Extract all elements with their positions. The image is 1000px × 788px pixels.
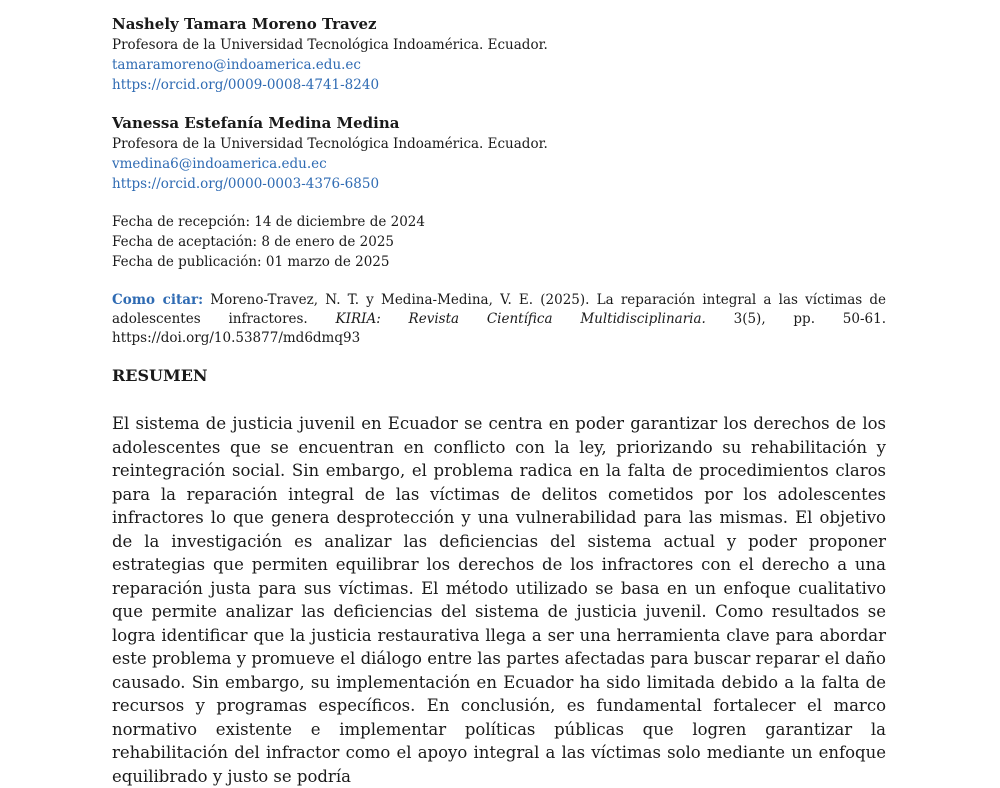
author-affiliation: Profesora de la Universidad Tecnológica Indoamérica. Ecuador.	[112, 136, 548, 152]
author-block-1	[112, 14, 886, 95]
publication-dates	[112, 212, 886, 272]
author-name: Nashely Tamara Moreno Travez	[112, 15, 377, 33]
citation-text-end: 3(5), pp. 50-61. https://doi.org/10.53877/md6dmq93	[112, 311, 886, 346]
author-orcid-link[interactable]: https://orcid.org/0009-0008-4741-8240	[112, 77, 380, 93]
author-orcid-link[interactable]: https://orcid.org/0000-0003-4376-6850	[112, 176, 380, 192]
date-accepted: Fecha de aceptación: 8 de enero de 2025	[112, 234, 395, 250]
abstract-body: El sistema de justicia juvenil en Ecuador se centra en poder garantizar los derechos de los adolescentes que se encuentran en conflicto con la ley, priorizando su rehabilitación y reintegración social. Sin embargo, el problema radica en la falta de procedimientos claros para la reparación integral de las víctimas de delitos cometidos por los adolescentes infractores lo que genera desprotección y una vulnerabilidad para las mismas. El objetivo de la investigación es analizar las deficiencias del sistema actual y poder proponer estrategias que permiten equilibrar los derechos de los infractores con el derecho a una reparación justa para sus víctimas. El método utilizado se basa en un enfoque cualitativo que permite analizar las deficiencias del sistema de justicia juvenil. Como resultados se logra identificar que la justicia restaurativa llega a ser una herramienta clave para abordar este problema y promueve el diálogo entre las partes afectadas para buscar reparar el daño causado. Sin embargo, su implementación en Ecuador ha sido limitada debido a la falta de recursos y programas específicos. En conclusión, es fundamental fortalecer el marco normativo existente e implementar políticas públicas que logren garantizar la rehabilitación del infractor como el apoyo integral a las víctimas solo mediante un enfoque equilibrado y justo se podría	[112, 414, 886, 786]
author-email-link[interactable]: vmedina6@indoamerica.edu.ec	[112, 156, 327, 172]
citation-label: Como citar:	[112, 292, 204, 308]
date-published: Fecha de publicación: 01 marzo de 2025	[112, 254, 390, 270]
author-email-link[interactable]: tamaramoreno@indoamerica.edu.ec	[112, 57, 361, 73]
citation-text: Moreno-Travez, N. T. y Medina-Medina, V. E. (2025). La reparación integral a las víctimas de adolescentes infractores.	[112, 292, 886, 327]
abstract-heading: RESUMEN	[112, 366, 208, 385]
document-page	[112, 14, 886, 788]
author-name: Vanessa Estefanía Medina Medina	[112, 114, 400, 132]
author-affiliation: Profesora de la Universidad Tecnológica Indoamérica. Ecuador.	[112, 37, 548, 53]
author-block-2	[112, 113, 886, 194]
citation-block	[112, 291, 886, 348]
date-received: Fecha de recepción: 14 de diciembre de 2024	[112, 214, 425, 230]
citation-journal: KIRIA: Revista Científica Multidisciplinaria.	[335, 311, 706, 327]
